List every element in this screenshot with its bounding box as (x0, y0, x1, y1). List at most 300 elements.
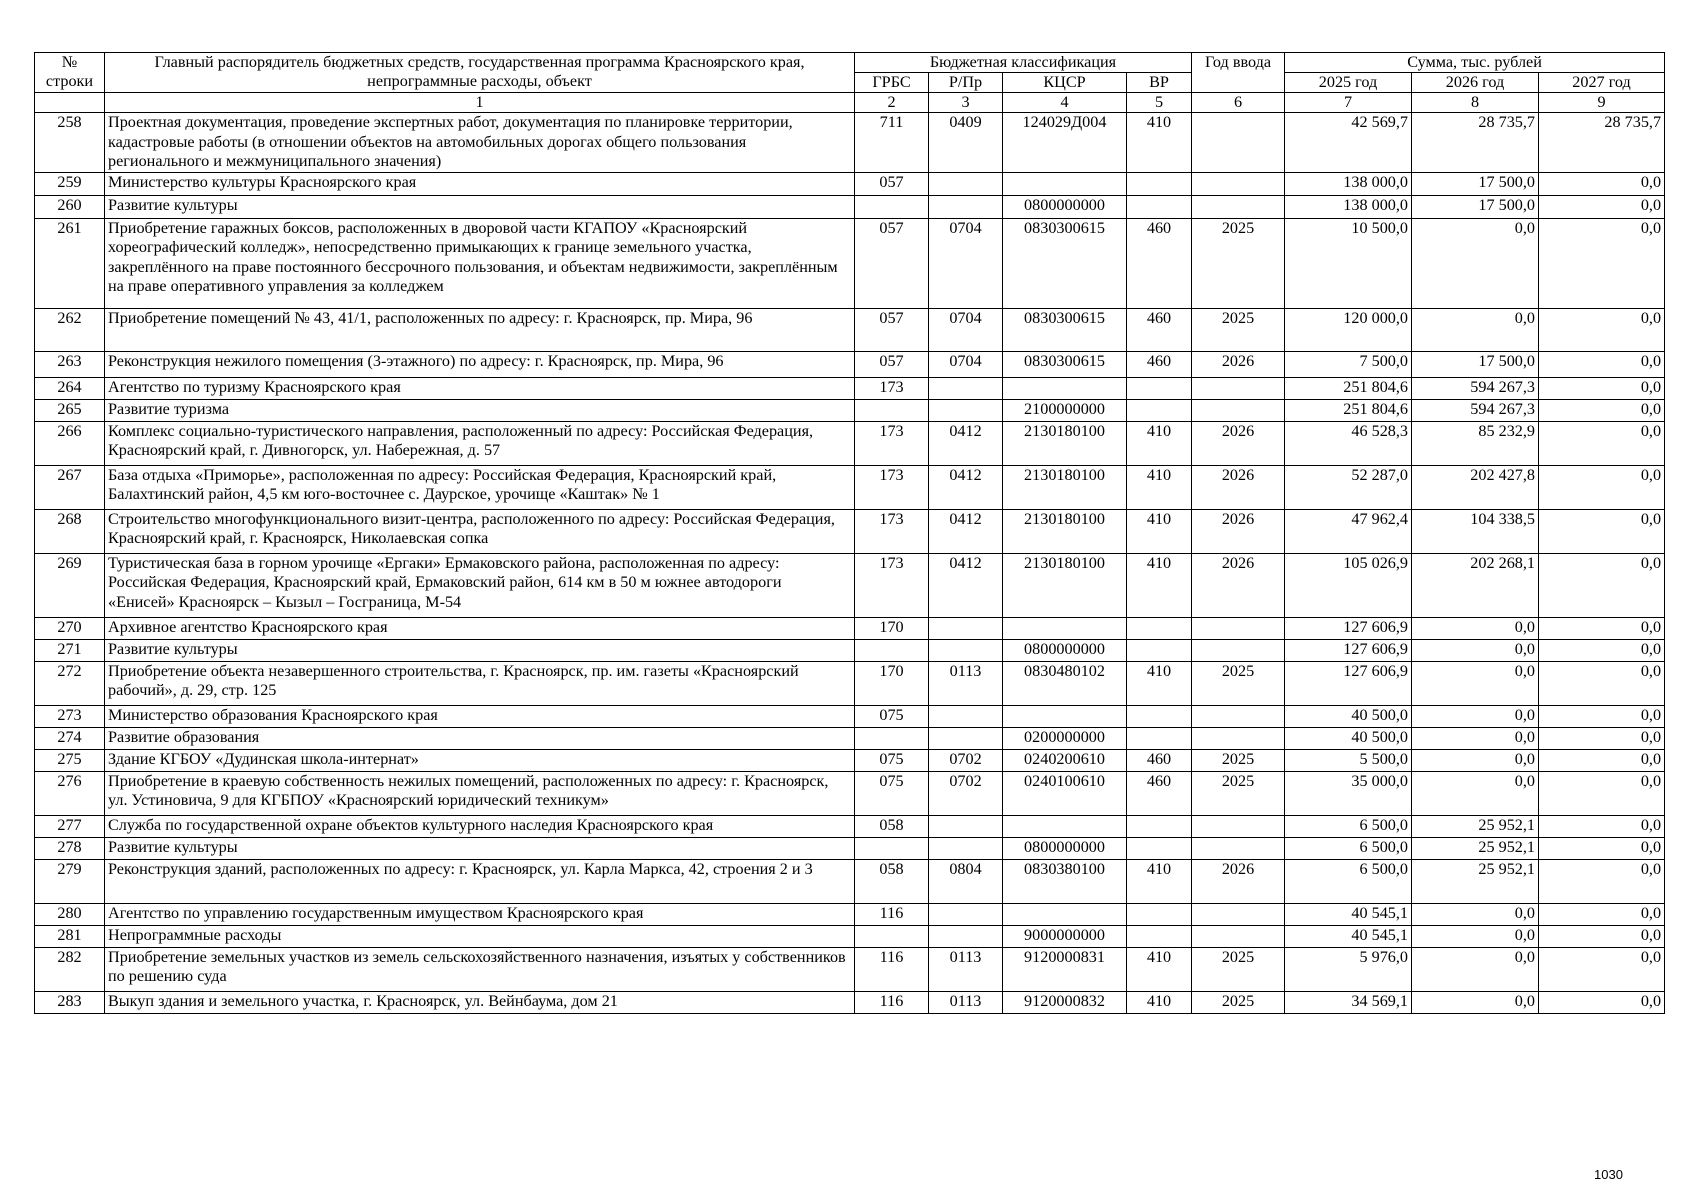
row-vr (1127, 705, 1192, 727)
index-cell (35, 93, 105, 113)
page-number: 1030 (1594, 1167, 1623, 1182)
row-grbs: 173 (855, 553, 929, 617)
row-sum-2025: 6 500,0 (1285, 815, 1412, 837)
row-name: Приобретение гаражных боксов, расположенных в дворовой части КГАПОУ «Красноярский хореографический колледж», непосредственно примыкающих к границе земельного участка, закреплённого на праве постоянного бессрочного пользования, и объектам недвижимости, закреплённым на праве оперативного управления за колледжем (105, 218, 855, 308)
row-name: База отдыха «Приморье», расположенная по адресу: Российская Федерация, Красноярский край, Балахтинский район, 4,5 км юго-восточнее с. Даурское, урочище «Каштак» № 1 (105, 465, 855, 509)
table-row (35, 172, 1665, 195)
row-rpr: 0113 (929, 947, 1003, 991)
table-row (35, 661, 1665, 705)
header-title: Главный распорядитель бюджетных средств, государственная программа Красноярского края, непрограммные расходы, объект (105, 53, 855, 93)
row-sum-2025: 120 000,0 (1285, 308, 1412, 351)
row-year (1192, 113, 1285, 173)
row-year: 2025 (1192, 661, 1285, 705)
row-grbs (855, 837, 929, 859)
row-grbs: 075 (855, 749, 929, 771)
row-kcsr: 0830300615 (1003, 218, 1127, 308)
row-vr (1127, 727, 1192, 749)
table-row (35, 351, 1665, 377)
row-rpr: 0704 (929, 351, 1003, 377)
row-number: 280 (35, 903, 105, 925)
row-sum-2026: 0,0 (1412, 617, 1539, 639)
row-number: 262 (35, 308, 105, 351)
row-number: 260 (35, 195, 105, 218)
row-sum-2026: 28 735,7 (1412, 113, 1539, 173)
table-row (35, 195, 1665, 218)
row-sum-2026: 202 427,8 (1412, 465, 1539, 509)
row-grbs: 058 (855, 815, 929, 837)
row-kcsr: 2130180100 (1003, 421, 1127, 465)
row-number: 264 (35, 377, 105, 399)
row-kcsr: 0830300615 (1003, 308, 1127, 351)
header-kcsr: КЦСР (1003, 73, 1127, 93)
row-rpr: 0702 (929, 749, 1003, 771)
header-year-intro: Год ввода (1192, 53, 1285, 93)
row-sum-2025: 138 000,0 (1285, 172, 1412, 195)
row-sum-2026: 0,0 (1412, 727, 1539, 749)
row-rpr: 0113 (929, 991, 1003, 1013)
row-grbs (855, 399, 929, 421)
row-rpr: 0704 (929, 308, 1003, 351)
row-rpr: 0412 (929, 509, 1003, 553)
table-row (35, 509, 1665, 553)
row-sum-2027: 0,0 (1539, 172, 1665, 195)
row-year: 2025 (1192, 218, 1285, 308)
row-vr (1127, 837, 1192, 859)
row-year (1192, 617, 1285, 639)
row-sum-2027: 0,0 (1539, 617, 1665, 639)
row-kcsr (1003, 617, 1127, 639)
row-kcsr: 0800000000 (1003, 195, 1127, 218)
row-grbs: 170 (855, 617, 929, 639)
row-kcsr: 0240200610 (1003, 749, 1127, 771)
row-sum-2025: 251 804,6 (1285, 399, 1412, 421)
row-vr: 460 (1127, 749, 1192, 771)
row-number: 269 (35, 553, 105, 617)
row-year (1192, 903, 1285, 925)
row-sum-2025: 251 804,6 (1285, 377, 1412, 399)
index-cell: 2 (855, 93, 929, 113)
row-vr: 460 (1127, 351, 1192, 377)
row-number: 272 (35, 661, 105, 705)
row-year (1192, 705, 1285, 727)
row-number: 259 (35, 172, 105, 195)
row-year: 2025 (1192, 308, 1285, 351)
row-vr (1127, 903, 1192, 925)
row-rpr: 0409 (929, 113, 1003, 173)
row-number: 270 (35, 617, 105, 639)
row-sum-2025: 127 606,9 (1285, 661, 1412, 705)
row-vr: 410 (1127, 421, 1192, 465)
table-row (35, 617, 1665, 639)
row-name: Непрограммные расходы (105, 925, 855, 947)
header-2027: 2027 год (1539, 73, 1665, 93)
row-grbs: 173 (855, 465, 929, 509)
row-sum-2026: 0,0 (1412, 925, 1539, 947)
row-year (1192, 377, 1285, 399)
row-sum-2025: 138 000,0 (1285, 195, 1412, 218)
row-sum-2027: 0,0 (1539, 705, 1665, 727)
row-name: Реконструкция нежилого помещения (3-этажного) по адресу: г. Красноярск, пр. Мира, 96 (105, 351, 855, 377)
header-row-no: № строки (35, 53, 105, 93)
row-sum-2027: 0,0 (1539, 903, 1665, 925)
row-year (1192, 195, 1285, 218)
index-cell: 4 (1003, 93, 1127, 113)
row-sum-2027: 0,0 (1539, 377, 1665, 399)
row-sum-2025: 40 500,0 (1285, 727, 1412, 749)
row-year (1192, 172, 1285, 195)
row-kcsr: 2130180100 (1003, 509, 1127, 553)
row-name: Приобретение земельных участков из земель сельскохозяйственного назначения, изъятых у собственников по решению суда (105, 947, 855, 991)
index-cell: 3 (929, 93, 1003, 113)
row-sum-2025: 105 026,9 (1285, 553, 1412, 617)
row-sum-2025: 46 528,3 (1285, 421, 1412, 465)
row-rpr (929, 925, 1003, 947)
row-kcsr: 9120000832 (1003, 991, 1127, 1013)
row-kcsr (1003, 705, 1127, 727)
table-row (35, 308, 1665, 351)
row-name: Выкуп здания и земельного участка, г. Красноярск, ул. Вейнбаума, дом 21 (105, 991, 855, 1013)
row-name: Строительство многофункционального визит-центра, расположенного по адресу: Российская Федерация, Красноярский край, г. Красноярск, Николаевская сопка (105, 509, 855, 553)
row-vr: 410 (1127, 509, 1192, 553)
row-year (1192, 815, 1285, 837)
header-vr: ВР (1127, 73, 1192, 93)
row-number: 261 (35, 218, 105, 308)
row-sum-2027: 0,0 (1539, 771, 1665, 815)
row-name: Приобретение объекта незавершенного строительства, г. Красноярск, пр. им. газеты «Красноярский рабочий», д. 29, стр. 125 (105, 661, 855, 705)
row-rpr (929, 195, 1003, 218)
row-number: 258 (35, 113, 105, 173)
row-name: Проектная документация, проведение экспертных работ, документация по планировке территории, кадастровые работы (в отношении объектов на автомобильных дорогах общего пользования регионального и межмуниципального значения) (105, 113, 855, 173)
row-sum-2026: 0,0 (1412, 639, 1539, 661)
row-grbs: 173 (855, 509, 929, 553)
row-year: 2025 (1192, 947, 1285, 991)
row-kcsr (1003, 172, 1127, 195)
row-name: Развитие культуры (105, 837, 855, 859)
row-rpr: 0412 (929, 553, 1003, 617)
row-year (1192, 399, 1285, 421)
row-sum-2027: 0,0 (1539, 991, 1665, 1013)
row-sum-2025: 34 569,1 (1285, 991, 1412, 1013)
table-row (35, 815, 1665, 837)
table-row (35, 991, 1665, 1013)
row-vr (1127, 172, 1192, 195)
row-grbs (855, 639, 929, 661)
row-rpr: 0804 (929, 859, 1003, 903)
row-rpr: 0702 (929, 771, 1003, 815)
row-vr: 410 (1127, 661, 1192, 705)
row-sum-2025: 5 976,0 (1285, 947, 1412, 991)
row-sum-2026: 202 268,1 (1412, 553, 1539, 617)
row-number: 281 (35, 925, 105, 947)
row-sum-2027: 0,0 (1539, 509, 1665, 553)
header-rpr: Р/Пр (929, 73, 1003, 93)
row-kcsr: 9000000000 (1003, 925, 1127, 947)
row-kcsr: 0800000000 (1003, 639, 1127, 661)
header-budget-class: Бюджетная классификация (855, 53, 1192, 73)
row-sum-2027: 0,0 (1539, 925, 1665, 947)
table-row (35, 925, 1665, 947)
row-sum-2026: 85 232,9 (1412, 421, 1539, 465)
row-sum-2026: 594 267,3 (1412, 377, 1539, 399)
row-number: 271 (35, 639, 105, 661)
row-number: 277 (35, 815, 105, 837)
row-vr (1127, 617, 1192, 639)
row-kcsr: 0830480102 (1003, 661, 1127, 705)
table-row (35, 771, 1665, 815)
row-name: Агентство по туризму Красноярского края (105, 377, 855, 399)
row-kcsr: 124029Д004 (1003, 113, 1127, 173)
row-rpr: 0113 (929, 661, 1003, 705)
budget-table-container (34, 52, 1664, 1014)
row-grbs: 075 (855, 771, 929, 815)
index-cell: 7 (1285, 93, 1412, 113)
row-number: 266 (35, 421, 105, 465)
row-sum-2026: 25 952,1 (1412, 859, 1539, 903)
row-sum-2027: 0,0 (1539, 947, 1665, 991)
row-number: 265 (35, 399, 105, 421)
row-sum-2027: 0,0 (1539, 553, 1665, 617)
row-year: 2025 (1192, 749, 1285, 771)
table-row (35, 399, 1665, 421)
row-name: Служба по государственной охране объектов культурного наследия Красноярского края (105, 815, 855, 837)
table-row (35, 465, 1665, 509)
table-row (35, 749, 1665, 771)
row-name: Приобретение в краевую собственность нежилых помещений, расположенных по адресу: г. Красноярск, ул. Устиновича, 9 для КГБПОУ «Красноярский юридический техникум» (105, 771, 855, 815)
row-sum-2026: 0,0 (1412, 661, 1539, 705)
row-sum-2027: 0,0 (1539, 465, 1665, 509)
row-kcsr (1003, 377, 1127, 399)
row-sum-2025: 6 500,0 (1285, 859, 1412, 903)
budget-table (34, 52, 1665, 1014)
row-number: 267 (35, 465, 105, 509)
row-sum-2026: 0,0 (1412, 771, 1539, 815)
table-row (35, 903, 1665, 925)
row-name: Министерство образования Красноярского края (105, 705, 855, 727)
index-cell: 6 (1192, 93, 1285, 113)
table-row (35, 113, 1665, 173)
row-grbs: 173 (855, 421, 929, 465)
row-kcsr: 0240100610 (1003, 771, 1127, 815)
row-kcsr: 2130180100 (1003, 465, 1127, 509)
row-kcsr: 2130180100 (1003, 553, 1127, 617)
row-vr: 410 (1127, 991, 1192, 1013)
row-year: 2026 (1192, 553, 1285, 617)
row-sum-2026: 0,0 (1412, 218, 1539, 308)
row-rpr (929, 815, 1003, 837)
row-grbs: 173 (855, 377, 929, 399)
row-sum-2027: 0,0 (1539, 195, 1665, 218)
row-name: Развитие культуры (105, 639, 855, 661)
row-sum-2026: 0,0 (1412, 947, 1539, 991)
row-kcsr: 9120000831 (1003, 947, 1127, 991)
row-grbs: 170 (855, 661, 929, 705)
row-grbs: 116 (855, 991, 929, 1013)
row-vr: 410 (1127, 113, 1192, 173)
row-rpr (929, 837, 1003, 859)
row-number: 282 (35, 947, 105, 991)
row-number: 274 (35, 727, 105, 749)
row-sum-2027: 28 735,7 (1539, 113, 1665, 173)
row-rpr (929, 639, 1003, 661)
row-name: Туристическая база в горном урочище «Ергаки» Ермаковского района, расположенная по адресу: Российская Федерация, Красноярский край, Ермаковский район, 614 км в 50 м южнее автодороги «Енисей» Красноярск – Кызыл – Госграница, М-54 (105, 553, 855, 617)
row-vr (1127, 195, 1192, 218)
index-cell: 1 (105, 93, 855, 113)
row-sum-2026: 104 338,5 (1412, 509, 1539, 553)
row-name: Развитие образования (105, 727, 855, 749)
row-sum-2026: 0,0 (1412, 749, 1539, 771)
row-year: 2025 (1192, 771, 1285, 815)
header-sum: Сумма, тыс. рублей (1285, 53, 1665, 73)
row-sum-2026: 17 500,0 (1412, 172, 1539, 195)
row-sum-2027: 0,0 (1539, 727, 1665, 749)
row-vr (1127, 815, 1192, 837)
row-sum-2025: 40 545,1 (1285, 903, 1412, 925)
row-name: Реконструкция зданий, расположенных по адресу: г. Красноярск, ул. Карла Маркса, 42, строения 2 и 3 (105, 859, 855, 903)
row-year: 2026 (1192, 509, 1285, 553)
row-grbs: 058 (855, 859, 929, 903)
row-sum-2025: 127 606,9 (1285, 639, 1412, 661)
row-sum-2025: 47 962,4 (1285, 509, 1412, 553)
row-sum-2026: 17 500,0 (1412, 195, 1539, 218)
row-kcsr: 0830300615 (1003, 351, 1127, 377)
row-sum-2026: 594 267,3 (1412, 399, 1539, 421)
row-grbs (855, 925, 929, 947)
row-sum-2027: 0,0 (1539, 749, 1665, 771)
row-grbs: 057 (855, 172, 929, 195)
row-number: 268 (35, 509, 105, 553)
row-sum-2026: 25 952,1 (1412, 837, 1539, 859)
row-grbs: 057 (855, 351, 929, 377)
table-row (35, 421, 1665, 465)
table-row (35, 947, 1665, 991)
row-kcsr: 2100000000 (1003, 399, 1127, 421)
table-row (35, 377, 1665, 399)
row-vr: 410 (1127, 465, 1192, 509)
row-sum-2027: 0,0 (1539, 399, 1665, 421)
row-sum-2025: 5 500,0 (1285, 749, 1412, 771)
row-name: Развитие туризма (105, 399, 855, 421)
row-year: 2026 (1192, 859, 1285, 903)
row-sum-2025: 42 569,7 (1285, 113, 1412, 173)
row-sum-2025: 52 287,0 (1285, 465, 1412, 509)
row-name: Агентство по управлению государственным имуществом Красноярского края (105, 903, 855, 925)
row-vr (1127, 639, 1192, 661)
row-rpr (929, 705, 1003, 727)
table-row (35, 218, 1665, 308)
row-sum-2026: 0,0 (1412, 705, 1539, 727)
row-name: Здание КГБОУ «Дудинская школа-интернат» (105, 749, 855, 771)
row-name: Архивное агентство Красноярского края (105, 617, 855, 639)
index-cell: 9 (1539, 93, 1665, 113)
row-year: 2025 (1192, 991, 1285, 1013)
row-rpr (929, 903, 1003, 925)
row-number: 263 (35, 351, 105, 377)
row-sum-2027: 0,0 (1539, 859, 1665, 903)
row-year: 2026 (1192, 351, 1285, 377)
row-vr: 460 (1127, 771, 1192, 815)
row-sum-2026: 25 952,1 (1412, 815, 1539, 837)
row-sum-2027: 0,0 (1539, 308, 1665, 351)
row-vr (1127, 925, 1192, 947)
row-sum-2025: 7 500,0 (1285, 351, 1412, 377)
row-vr: 410 (1127, 859, 1192, 903)
row-year (1192, 837, 1285, 859)
row-sum-2027: 0,0 (1539, 837, 1665, 859)
row-grbs (855, 727, 929, 749)
row-kcsr (1003, 903, 1127, 925)
row-sum-2027: 0,0 (1539, 639, 1665, 661)
index-cell: 8 (1412, 93, 1539, 113)
row-sum-2027: 0,0 (1539, 421, 1665, 465)
row-year (1192, 639, 1285, 661)
row-grbs (855, 195, 929, 218)
row-grbs: 116 (855, 903, 929, 925)
row-kcsr: 0800000000 (1003, 837, 1127, 859)
row-vr: 460 (1127, 218, 1192, 308)
row-number: 279 (35, 859, 105, 903)
row-grbs: 711 (855, 113, 929, 173)
row-vr: 410 (1127, 553, 1192, 617)
table-row (35, 837, 1665, 859)
row-sum-2025: 6 500,0 (1285, 837, 1412, 859)
row-number: 275 (35, 749, 105, 771)
row-vr: 410 (1127, 947, 1192, 991)
row-number: 283 (35, 991, 105, 1013)
row-year (1192, 727, 1285, 749)
row-name: Развитие культуры (105, 195, 855, 218)
row-sum-2026: 0,0 (1412, 991, 1539, 1013)
row-grbs: 116 (855, 947, 929, 991)
row-vr (1127, 399, 1192, 421)
row-sum-2026: 0,0 (1412, 903, 1539, 925)
row-sum-2026: 0,0 (1412, 308, 1539, 351)
row-sum-2025: 40 500,0 (1285, 705, 1412, 727)
table-row (35, 705, 1665, 727)
table-row (35, 727, 1665, 749)
row-sum-2026: 17 500,0 (1412, 351, 1539, 377)
row-vr (1127, 377, 1192, 399)
row-sum-2025: 127 606,9 (1285, 617, 1412, 639)
row-grbs: 057 (855, 308, 929, 351)
row-rpr (929, 399, 1003, 421)
row-rpr: 0412 (929, 421, 1003, 465)
index-cell: 5 (1127, 93, 1192, 113)
row-kcsr: 0200000000 (1003, 727, 1127, 749)
table-row (35, 859, 1665, 903)
row-year: 2026 (1192, 465, 1285, 509)
row-rpr: 0412 (929, 465, 1003, 509)
header-2025: 2025 год (1285, 73, 1412, 93)
row-rpr (929, 172, 1003, 195)
row-sum-2027: 0,0 (1539, 351, 1665, 377)
row-sum-2027: 0,0 (1539, 815, 1665, 837)
row-rpr (929, 727, 1003, 749)
row-rpr (929, 617, 1003, 639)
row-kcsr (1003, 815, 1127, 837)
row-year: 2026 (1192, 421, 1285, 465)
row-number: 273 (35, 705, 105, 727)
table-row (35, 553, 1665, 617)
header-2026: 2026 год (1412, 73, 1539, 93)
row-grbs: 057 (855, 218, 929, 308)
row-sum-2025: 10 500,0 (1285, 218, 1412, 308)
row-number: 278 (35, 837, 105, 859)
row-sum-2027: 0,0 (1539, 661, 1665, 705)
row-name: Комплекс социально-туристического направления, расположенный по адресу: Российская Федерация, Красноярский край, г. Дивногорск, ул. Набережная, д. 57 (105, 421, 855, 465)
row-sum-2025: 40 545,1 (1285, 925, 1412, 947)
row-name: Приобретение помещений № 43, 41/1, расположенных по адресу: г. Красноярск, пр. Мира, 96 (105, 308, 855, 351)
header-grbs: ГРБС (855, 73, 929, 93)
